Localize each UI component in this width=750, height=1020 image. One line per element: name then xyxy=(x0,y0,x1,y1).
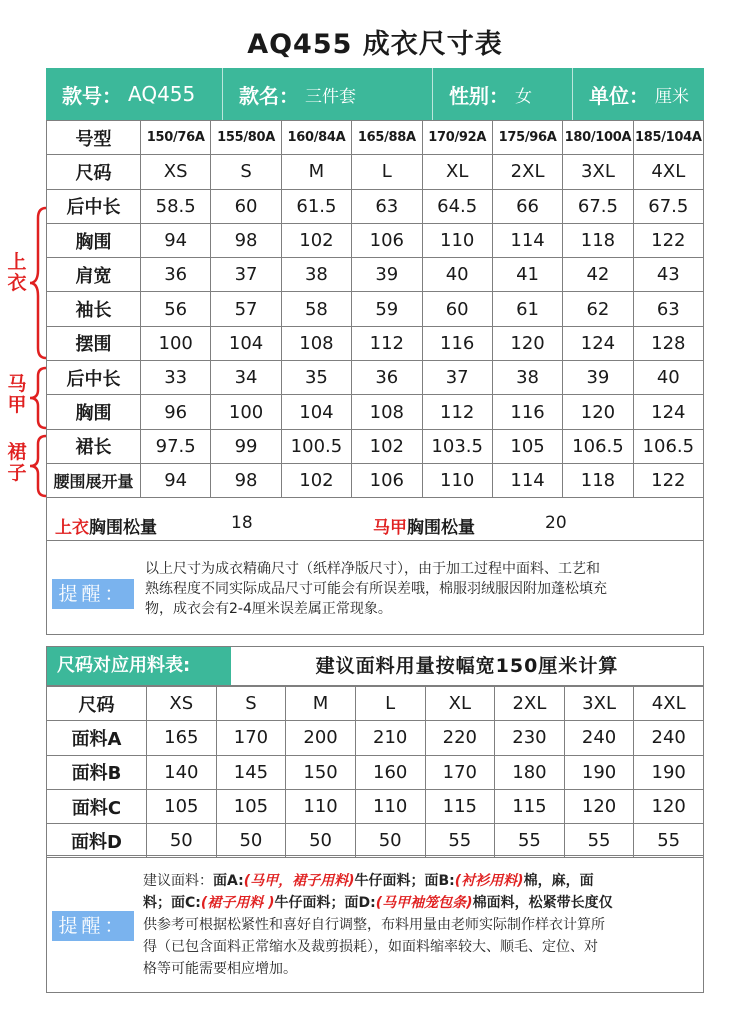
reminder-badge-2: 提醒： xyxy=(52,911,134,941)
measurement-row xyxy=(47,189,704,223)
measurement-value: 39 xyxy=(352,258,422,292)
fabric-header xyxy=(46,646,704,686)
vest-ease-prefix: 马甲 xyxy=(373,518,407,538)
measurement-value: 98 xyxy=(211,463,281,497)
fabric-value: 50 xyxy=(355,824,425,858)
fabric-value: 190 xyxy=(634,755,704,789)
fabric-value: 210 xyxy=(355,721,425,755)
measurement-value: 94 xyxy=(141,463,211,497)
size-cell: 2XL xyxy=(492,155,562,189)
measurement-value: 40 xyxy=(633,361,703,395)
measurement-value: 120 xyxy=(563,395,633,429)
fabric-table xyxy=(46,686,704,858)
n2-l1-g: 棉，麻，面 xyxy=(523,873,594,889)
model-row xyxy=(47,121,704,155)
measurement-value: 114 xyxy=(492,463,562,497)
size-cell: XS xyxy=(141,155,211,189)
fabric-value: 50 xyxy=(216,824,286,858)
ease-row xyxy=(46,496,704,540)
measurement-value: 112 xyxy=(422,395,492,429)
top-ease xyxy=(55,513,157,538)
measurement-value: 36 xyxy=(141,258,211,292)
measurement-value: 112 xyxy=(352,326,422,360)
fabric-value: 165 xyxy=(147,721,217,755)
n2-l1-f: (衬衫用料) xyxy=(454,873,524,889)
measurement-value: 104 xyxy=(211,326,281,360)
measurement-label: 裙长 xyxy=(47,429,141,463)
measurement-label: 后中长 xyxy=(47,361,141,395)
fabric-value: 170 xyxy=(425,755,495,789)
fabric-value: 50 xyxy=(286,824,356,858)
measurement-label: 后中长 xyxy=(47,189,141,223)
measurement-value: 63 xyxy=(352,189,422,223)
fabric-value: 160 xyxy=(355,755,425,789)
unit-label: 单位： xyxy=(589,83,649,108)
n2-l1-c: (马甲，裙子用料) xyxy=(243,873,355,889)
measurement-value: 39 xyxy=(563,361,633,395)
measurement-value: 100.5 xyxy=(281,429,351,463)
unit-value: 厘米 xyxy=(655,86,689,107)
fabric-label: 面料D xyxy=(47,824,147,858)
measurement-value: 38 xyxy=(281,258,351,292)
measurement-value: 97.5 xyxy=(141,429,211,463)
measurement-value: 66 xyxy=(492,189,562,223)
skirt-group-char-1: 裙 xyxy=(7,441,27,463)
measurement-value: 122 xyxy=(633,223,703,257)
page-title: AQ455 成衣尺寸表 xyxy=(247,29,503,60)
fabric-value: 240 xyxy=(564,721,634,755)
fabric-value: 120 xyxy=(634,789,704,823)
fabric-value: 55 xyxy=(634,824,704,858)
measurement-row xyxy=(47,326,704,360)
measurement-value: 58.5 xyxy=(141,189,211,223)
fabric-value: 190 xyxy=(564,755,634,789)
measurement-value: 63 xyxy=(633,292,703,326)
measurement-value: 108 xyxy=(352,395,422,429)
measurement-value: 120 xyxy=(492,326,562,360)
measurement-value: 114 xyxy=(492,223,562,257)
measurement-value: 116 xyxy=(422,326,492,360)
model-cell: 170/92A xyxy=(422,121,492,155)
gender-label: 性别： xyxy=(449,83,509,108)
fabric-size-cell: M xyxy=(286,687,356,721)
measurement-value: 118 xyxy=(563,463,633,497)
fabric-value: 50 xyxy=(147,824,217,858)
fabric-row xyxy=(47,789,704,823)
fabric-value: 55 xyxy=(495,824,565,858)
measurement-value: 57 xyxy=(211,292,281,326)
unit-cell xyxy=(572,68,704,120)
vest-ease-label: 胸围松量 xyxy=(407,518,475,538)
fabric-header-label: 尺码对应用料表: xyxy=(47,647,231,685)
measurement-value: 116 xyxy=(492,395,562,429)
reminder-box-1 xyxy=(46,540,704,635)
size-cell: 3XL xyxy=(563,155,633,189)
measurement-value: 110 xyxy=(422,223,492,257)
measurement-value: 100 xyxy=(141,326,211,360)
vest-group-char-1: 马 xyxy=(7,373,27,395)
fabric-value: 220 xyxy=(425,721,495,755)
fabric-value: 140 xyxy=(147,755,217,789)
measurement-value: 37 xyxy=(422,361,492,395)
style-no-label: 款号： xyxy=(62,83,122,108)
size-row xyxy=(47,155,704,189)
measurement-value: 106 xyxy=(352,463,422,497)
style-name-label: 款名： xyxy=(239,83,299,108)
fabric-row xyxy=(47,721,704,755)
model-header: 号型 xyxy=(47,121,141,155)
fabric-value: 110 xyxy=(286,789,356,823)
measurement-value: 96 xyxy=(141,395,211,429)
measurement-value: 98 xyxy=(211,223,281,257)
top-group-label xyxy=(6,252,28,294)
measurement-value: 64.5 xyxy=(422,189,492,223)
reminder-2-line-3: 供参考可根据松紧性和喜好自行调整，布料用量由老师实际制作样衣计算所 xyxy=(143,917,605,933)
top-ease-prefix: 上衣 xyxy=(55,518,89,538)
measurement-value: 36 xyxy=(352,361,422,395)
fabric-value: 230 xyxy=(495,721,565,755)
measurement-value: 67.5 xyxy=(633,189,703,223)
fabric-value: 150 xyxy=(286,755,356,789)
fabric-value: 200 xyxy=(286,721,356,755)
measurement-row xyxy=(47,395,704,429)
measurement-value: 100 xyxy=(211,395,281,429)
top-group-char-1: 上 xyxy=(7,251,27,273)
measurement-value: 61 xyxy=(492,292,562,326)
measurement-value: 118 xyxy=(563,223,633,257)
measurement-value: 124 xyxy=(563,326,633,360)
measurement-value: 106.5 xyxy=(563,429,633,463)
fabric-label: 面料A xyxy=(47,721,147,755)
reminder-2-line-2 xyxy=(143,892,703,914)
measurement-value: 60 xyxy=(422,292,492,326)
measurement-value: 99 xyxy=(211,429,281,463)
size-cell: S xyxy=(211,155,281,189)
measurement-value: 62 xyxy=(563,292,633,326)
measurement-value: 43 xyxy=(633,258,703,292)
fabric-label: 面料C xyxy=(47,789,147,823)
measurement-value: 104 xyxy=(281,395,351,429)
n2-l1-e: 面B: xyxy=(424,873,455,889)
measurement-value: 105 xyxy=(492,429,562,463)
n2-l1-a: 建议面料： xyxy=(143,873,213,889)
fabric-value: 105 xyxy=(147,789,217,823)
measurement-value: 38 xyxy=(492,361,562,395)
style-name-cell xyxy=(222,68,432,120)
top-ease-label: 胸围松量 xyxy=(89,518,157,538)
vest-ease xyxy=(373,513,475,538)
n2-l2-d: 牛仔面料； xyxy=(274,895,345,911)
vest-group-char-2: 甲 xyxy=(7,394,27,416)
fabric-value: 240 xyxy=(634,721,704,755)
fabric-row xyxy=(47,824,704,858)
measurement-value: 94 xyxy=(141,223,211,257)
measurement-value: 102 xyxy=(281,223,351,257)
measurement-value: 110 xyxy=(422,463,492,497)
n2-l2-c: (裙子用料 ) xyxy=(200,895,275,911)
fabric-header-note: 建议面料用量按幅宽150厘米计算 xyxy=(315,655,619,677)
measurement-value: 33 xyxy=(141,361,211,395)
model-cell: 160/84A xyxy=(281,121,351,155)
n2-l1-b: 面A: xyxy=(213,873,244,889)
measurement-value: 34 xyxy=(211,361,281,395)
reminder-box-2 xyxy=(46,855,704,993)
vest-brace-icon xyxy=(26,366,48,430)
fabric-size-cell: 3XL xyxy=(564,687,634,721)
measurement-label: 腰围展开量 xyxy=(47,463,141,497)
fabric-size-row xyxy=(47,687,704,721)
fabric-value: 105 xyxy=(216,789,286,823)
fabric-value: 170 xyxy=(216,721,286,755)
n2-l2-f: (马甲袖笼包条) xyxy=(375,895,473,911)
vest-ease-value: 20 xyxy=(545,513,567,533)
gender-cell xyxy=(432,68,572,120)
fabric-size-cell: 4XL xyxy=(634,687,704,721)
measurement-value: 40 xyxy=(422,258,492,292)
style-no-cell xyxy=(46,68,222,120)
model-cell: 185/104A xyxy=(633,121,703,155)
measurement-label: 胸围 xyxy=(47,395,141,429)
measurement-label: 胸围 xyxy=(47,223,141,257)
measurement-value: 56 xyxy=(141,292,211,326)
measurement-label: 肩宽 xyxy=(47,258,141,292)
measurement-row xyxy=(47,429,704,463)
size-cell: L xyxy=(352,155,422,189)
model-cell: 165/88A xyxy=(352,121,422,155)
measurement-row xyxy=(47,463,704,497)
measurement-value: 102 xyxy=(281,463,351,497)
style-no-value: AQ455 xyxy=(128,82,196,106)
skirt-group-label xyxy=(6,442,28,484)
measurement-value: 124 xyxy=(633,395,703,429)
fabric-value: 115 xyxy=(495,789,565,823)
reminder-2-line-4: 得（已包含面料正常缩水及裁剪损耗），如面料缩率较大、顺毛、定位、对 xyxy=(143,939,598,955)
reminder-1-line-1: 以上尺寸为成衣精确尺寸（纸样净版尺寸），由于加工过程中面料、工艺和 xyxy=(145,561,600,577)
n2-l2-a: 料； xyxy=(143,895,171,911)
n2-l2-b: 面C: xyxy=(171,895,201,911)
measurement-value: 102 xyxy=(352,429,422,463)
reminder-2-line-1 xyxy=(143,870,703,892)
measurement-value: 128 xyxy=(633,326,703,360)
style-name-value: 三件套 xyxy=(305,86,356,107)
size-cell: M xyxy=(281,155,351,189)
reminder-2-line-5: 格等可能需要相应增加。 xyxy=(143,961,297,977)
measurement-value: 108 xyxy=(281,326,351,360)
skirt-group-char-2: 子 xyxy=(7,462,27,484)
top-ease-value: 18 xyxy=(231,513,253,533)
measurement-value: 35 xyxy=(281,361,351,395)
reminder-1-line-2: 熟练程度不同实际成品尺寸可能会有所误差哦，棉服羽绒服因附加蓬松填充 xyxy=(145,581,607,597)
measurement-value: 41 xyxy=(492,258,562,292)
vest-group-label xyxy=(6,374,28,416)
top-brace-icon xyxy=(26,206,48,360)
measurement-label: 袖长 xyxy=(47,292,141,326)
n2-l2-g: 棉面料，松紧带长度仅 xyxy=(472,895,613,911)
measurement-row xyxy=(47,223,704,257)
reminder-text-2 xyxy=(143,870,703,980)
gender-value: 女 xyxy=(515,86,532,107)
measurement-value: 61.5 xyxy=(281,189,351,223)
model-cell: 175/96A xyxy=(492,121,562,155)
fabric-value: 115 xyxy=(425,789,495,823)
measurement-row xyxy=(47,361,704,395)
fabric-size-cell: XL xyxy=(425,687,495,721)
measurement-value: 103.5 xyxy=(422,429,492,463)
measurement-value: 42 xyxy=(563,258,633,292)
n2-l1-d: 牛仔面料； xyxy=(354,873,425,889)
measurement-row xyxy=(47,292,704,326)
fabric-value: 110 xyxy=(355,789,425,823)
measurement-value: 37 xyxy=(211,258,281,292)
fabric-size-header: 尺码 xyxy=(47,687,147,721)
size-header: 尺码 xyxy=(47,155,141,189)
measurement-value: 106 xyxy=(352,223,422,257)
measurement-value: 122 xyxy=(633,463,703,497)
measurement-row xyxy=(47,258,704,292)
skirt-brace-icon xyxy=(26,434,48,498)
n2-l2-e: 面D: xyxy=(344,895,376,911)
top-group-char-2: 衣 xyxy=(7,272,27,294)
measurement-value: 106.5 xyxy=(633,429,703,463)
fabric-value: 120 xyxy=(564,789,634,823)
info-bar xyxy=(46,68,704,120)
fabric-row xyxy=(47,755,704,789)
fabric-size-cell: S xyxy=(216,687,286,721)
measurement-value: 60 xyxy=(211,189,281,223)
fabric-value: 55 xyxy=(425,824,495,858)
fabric-value: 180 xyxy=(495,755,565,789)
model-cell: 180/100A xyxy=(563,121,633,155)
measurement-label: 摆围 xyxy=(47,326,141,360)
fabric-label: 面料B xyxy=(47,755,147,789)
size-cell: XL xyxy=(422,155,492,189)
model-cell: 150/76A xyxy=(141,121,211,155)
fabric-size-cell: 2XL xyxy=(495,687,565,721)
model-cell: 155/80A xyxy=(211,121,281,155)
measurement-value: 58 xyxy=(281,292,351,326)
fabric-size-cell: L xyxy=(355,687,425,721)
reminder-badge-1: 提醒： xyxy=(52,579,134,609)
reminder-text-1 xyxy=(145,559,701,619)
size-cell: 4XL xyxy=(633,155,703,189)
size-table xyxy=(46,120,704,498)
measurement-value: 67.5 xyxy=(563,189,633,223)
fabric-size-cell: XS xyxy=(147,687,217,721)
fabric-value: 145 xyxy=(216,755,286,789)
reminder-1-line-3: 物，成衣会有2-4厘米误差属正常现象。 xyxy=(145,601,392,617)
fabric-value: 55 xyxy=(564,824,634,858)
measurement-value: 59 xyxy=(352,292,422,326)
